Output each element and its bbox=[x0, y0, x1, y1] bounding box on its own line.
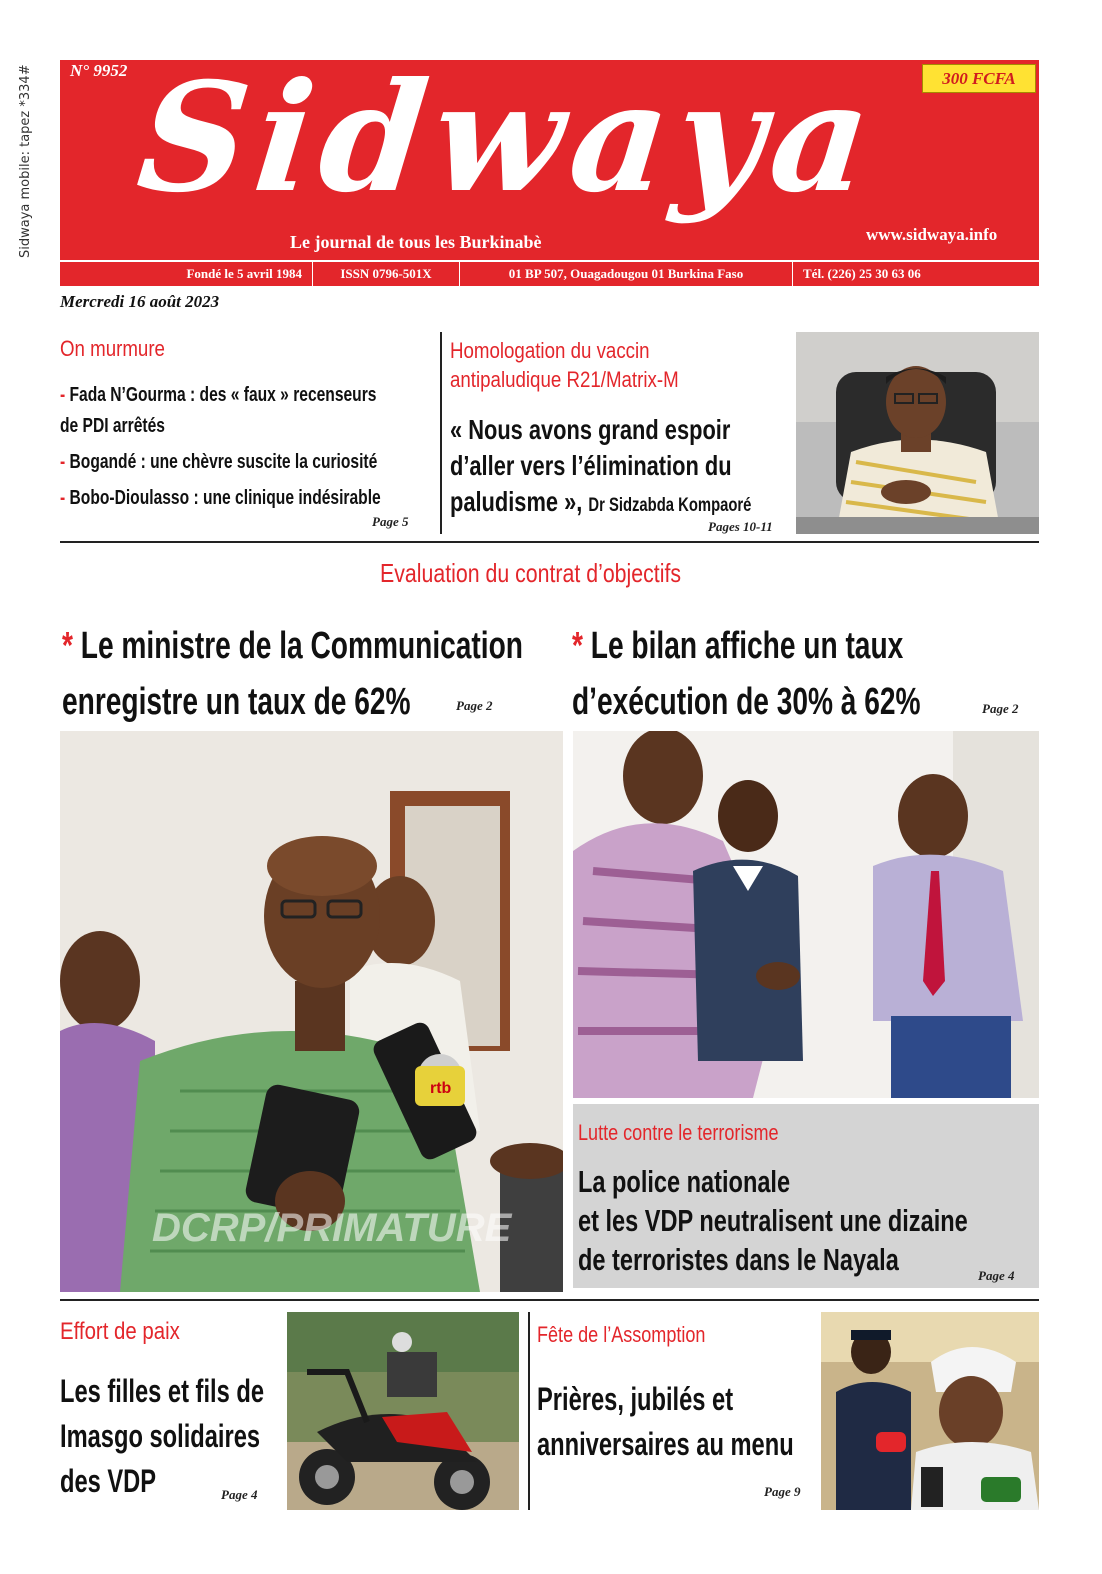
murmure-item[interactable]: - Bogandé : une chèvre suscite la curiosité bbox=[60, 451, 378, 473]
murmure-item[interactable]: - Fada N’Gourma : des « faux » recenseurs bbox=[60, 384, 377, 406]
assomption-kicker: Fête de l’Assomption bbox=[537, 1322, 706, 1347]
assomption-headline[interactable]: Prières, jubilés et anniversaires au menu bbox=[537, 1381, 794, 1462]
issue-number: N° 9952 bbox=[70, 61, 128, 80]
evaluation-right-page-ref: Page 2 bbox=[982, 701, 1019, 716]
vaccin-author: Dr Sidzabda Kompaoré bbox=[588, 495, 752, 516]
motorbike-photo bbox=[287, 1312, 519, 1510]
minister-photo bbox=[60, 731, 563, 1292]
column-divider-bottom bbox=[528, 1312, 530, 1510]
photo-credit-watermark: DCRP/PRIMATURE bbox=[152, 1206, 512, 1250]
info-bar bbox=[60, 262, 1039, 286]
vaccin-headline[interactable]: « Nous avons grand espoir d’aller vers l’élimination du paludisme », Dr Sidzabda Kompaoré bbox=[450, 414, 752, 517]
mic-logo-rtb: rtb bbox=[430, 1080, 452, 1097]
issn-text: ISSN 0796-501X bbox=[313, 262, 460, 286]
terrorisme-headline[interactable]: La police nationale et les VDP neutralisent une dizaine de terroristes dans le Nayala bbox=[578, 1164, 968, 1277]
vaccin-kicker: Homologation du vaccin antipaludique R21/Matrix-M bbox=[450, 338, 679, 392]
evaluation-right-headline[interactable]: * Le bilan affiche un taux d’exécution de 30% à 62% bbox=[572, 625, 921, 723]
murmure-page-ref: Page 5 bbox=[372, 514, 409, 529]
website-link[interactable]: www.sidwaya.info bbox=[866, 225, 998, 244]
section-rule-bottom bbox=[60, 1299, 1039, 1301]
price-badge: 300 FCFA bbox=[922, 64, 1036, 93]
evaluation-left-headline[interactable]: * Le ministre de la Communication enregistre un taux de 62% bbox=[62, 625, 523, 723]
evaluation-left-page-ref: Page 2 bbox=[456, 698, 493, 713]
kompaore-photo bbox=[796, 332, 1039, 534]
assomption-photo bbox=[821, 1312, 1039, 1510]
murmure-list bbox=[60, 380, 381, 514]
vaccin-page-ref: Pages 10-11 bbox=[708, 519, 773, 534]
paix-kicker: Effort de paix bbox=[60, 1318, 180, 1345]
address-text: 01 BP 507, Ouagadougou 01 Burkina Faso bbox=[460, 262, 793, 286]
handshake-photo bbox=[573, 731, 1039, 1098]
murmure-item-cont: de PDI arrêtés bbox=[60, 415, 165, 437]
tagline: Le journal de tous les Burkinabè bbox=[290, 232, 542, 252]
sidwaya-logo: Sidwaya bbox=[130, 50, 887, 226]
phone-text: Tél. (226) 25 30 63 06 bbox=[803, 266, 921, 281]
column-divider bbox=[440, 332, 442, 534]
terrorisme-kicker: Lutte contre le terrorisme bbox=[578, 1120, 779, 1145]
paix-headline[interactable]: Les filles et fils de Imasgo solidaires des VDP bbox=[60, 1373, 264, 1499]
issue-date: Mercredi 16 août 2023 bbox=[60, 292, 220, 311]
terrorisme-page-ref: Page 4 bbox=[978, 1268, 1015, 1283]
section-rule bbox=[60, 541, 1039, 543]
evaluation-kicker: Evaluation du contrat d’objectifs bbox=[380, 558, 682, 588]
murmure-title: On murmure bbox=[60, 336, 165, 361]
side-mobile-text: Sidwaya mobile: tapez *334# bbox=[18, 64, 33, 258]
murmure-item[interactable]: - Bobo-Dioulasso : une clinique indésirable bbox=[60, 487, 381, 509]
paix-page-ref: Page 4 bbox=[221, 1487, 258, 1502]
assomption-page-ref: Page 9 bbox=[764, 1484, 801, 1499]
founded-text: Fondé le 5 avril 1984 bbox=[60, 262, 313, 286]
